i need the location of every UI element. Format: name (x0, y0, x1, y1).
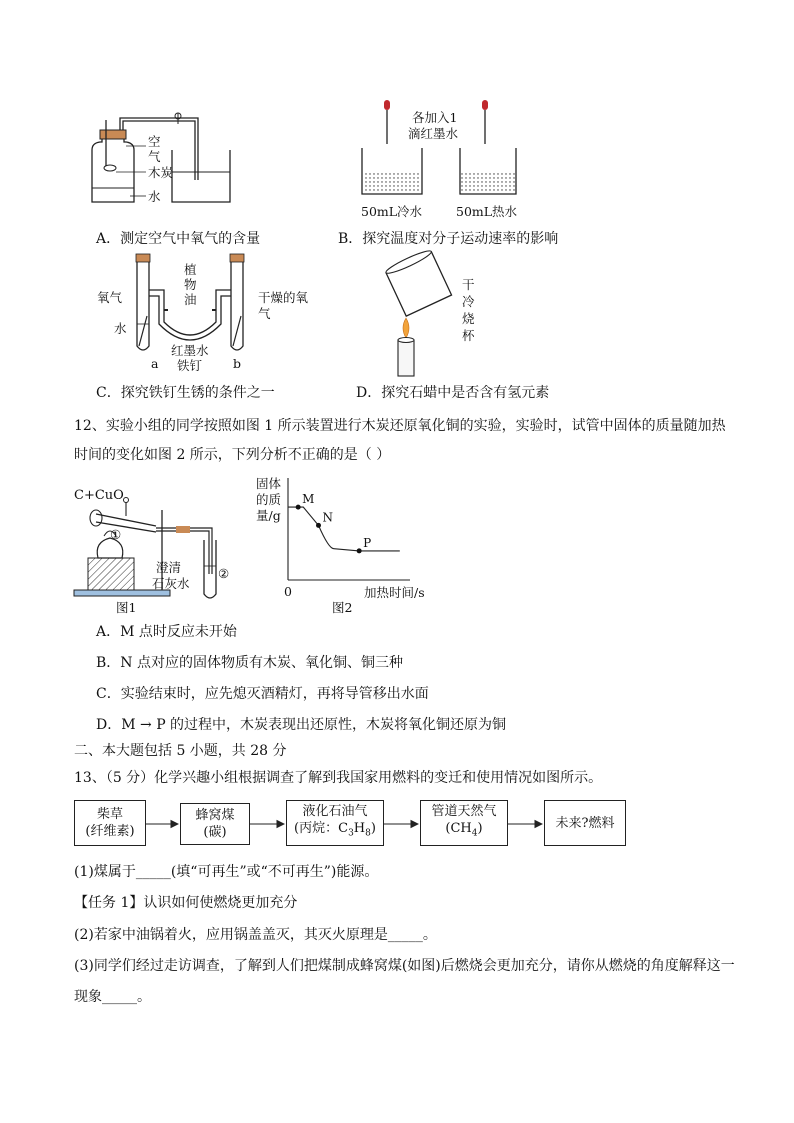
q13-sub1[interactable]: (1)煤属于_____(填“可再生”或“不可再生”)能源。 (74, 864, 379, 880)
figure-b-label-cold: 50mL冷水 (361, 204, 423, 219)
figure-d-candle-beaker (384, 248, 464, 378)
figure-c-label-dry-oxygen: 干燥的氧气 (258, 290, 309, 321)
figure-1-caption: 图1 (116, 600, 137, 615)
figure-2-caption: 图2 (332, 600, 353, 615)
figure-c-label-nail: 铁钉 (177, 358, 203, 373)
q13-sub3-line1[interactable]: (3)同学们经过走访调查，了解到人们把煤制成蜂窝煤(如图)后燃烧会更加充分，请你从燃烧的角度解释这一 (74, 958, 735, 974)
figure-b-label-drop-line1: 各加入1 (412, 110, 458, 125)
figure-2-ylabel-line3: 量/g (256, 508, 281, 523)
q13-task1: 【任务 1】认识如何使燃烧更加充分 (74, 895, 298, 911)
figure-2-ylabel-line1: 固体 (256, 476, 282, 491)
q13-sub2[interactable]: (2)若家中油锅着火，应用锅盖盖灭，其灭火原理是_____。 (74, 927, 437, 943)
figure-1-label-1: ① (110, 527, 122, 542)
q11-option-d[interactable]: D．探究石蜡中是否含有氢元素 (356, 385, 550, 401)
figure-2-xlabel: 加热时间/s (364, 585, 425, 600)
q11-option-a[interactable]: A．测定空气中氧气的含量 (96, 231, 261, 247)
figure-c-label-oil: 植物油 (184, 262, 197, 307)
chart-point-label-p: P (363, 535, 372, 550)
figure-2-ylabel-line2: 的质 (256, 492, 282, 507)
figure-1-label-limewater-line1: 澄清 (156, 560, 182, 575)
q12-option-b[interactable]: B．N 点对应的固体物质有木炭、氧化铜、铜三种 (96, 655, 403, 671)
figure-a-label-air: 空气 (148, 134, 161, 164)
q12-stem-line1: 12、实验小组的同学按照如图 1 所示装置进行木炭还原氧化铜的实验，实验时，试管中固体的质量随加热 (74, 418, 726, 434)
figure-2-origin: 0 (284, 584, 292, 599)
flow-box-honeycomb-coal: 蜂窝煤 (碳) (180, 803, 250, 845)
figure-a-label-charcoal: 木炭 (148, 165, 174, 180)
chart-point-label-m: M (302, 492, 315, 507)
flow-arrows (0, 815, 794, 835)
figure-1-label-2: ② (218, 566, 230, 581)
chart-series-line (288, 507, 400, 551)
figure-1-label-limewater-line2: 石灰水 (152, 576, 190, 591)
q13-stem: 13、（5 分）化学兴趣小组根据调查了解到我国家用燃料的变迁和使用情况如图所示。 (74, 770, 603, 786)
section-2-heading: 二、本大题包括 5 小题，共 28 分 (74, 743, 287, 759)
chart-point-n (316, 523, 321, 528)
q12-option-d[interactable]: D．M → P 的过程中，木炭表现出还原性，木炭将氧化铜还原为铜 (96, 717, 507, 733)
chart-point-m (296, 505, 301, 510)
figure-c-label-red-ink: 红墨水 (171, 343, 209, 358)
q11-option-b[interactable]: B．探究温度对分子运动速率的影响 (338, 231, 559, 247)
flow-box-future-fuel: 未来?燃料 (544, 800, 626, 846)
q12-stem-line2: 时间的变化如图 2 所示，下列分析不正确的是（ ） (74, 447, 391, 463)
figure-c-label-b: b (233, 356, 242, 371)
flow-box-lpg: 液化石油气 (丙烷：$C_3H_8$) (286, 800, 384, 846)
chart-point-p (357, 548, 362, 553)
figure-c-label-water: 水 (114, 321, 127, 336)
figure-a-label-water: 水 (148, 189, 161, 204)
q12-option-c[interactable]: C．实验结束时，应先熄灭酒精灯，再将导管移出水面 (96, 686, 429, 702)
figure-c-label-a: a (151, 356, 159, 371)
figure-c-label-oxygen: 氧气 (97, 290, 123, 305)
figure-b-label-hot: 50mL热水 (456, 204, 518, 219)
q13-sub3-line2[interactable]: 现象_____。 (74, 989, 151, 1005)
figure-1-label-reagent: C+CuO (74, 488, 124, 503)
flow-box-natural-gas: 管道天然气 $(CH_4)$ (420, 800, 508, 846)
figure-d-label-beaker: 干冷烧杯 (462, 277, 475, 343)
flow-box-firewood: 柴草 (纤维素) (74, 800, 146, 846)
q12-option-a[interactable]: A．M 点时反应未开始 (96, 624, 237, 640)
figure-b-label-drop-line2: 滴红墨水 (408, 126, 459, 141)
q11-option-c[interactable]: C．探究铁钉生锈的条件之一 (96, 385, 275, 401)
chart-point-label-n: N (322, 510, 333, 525)
